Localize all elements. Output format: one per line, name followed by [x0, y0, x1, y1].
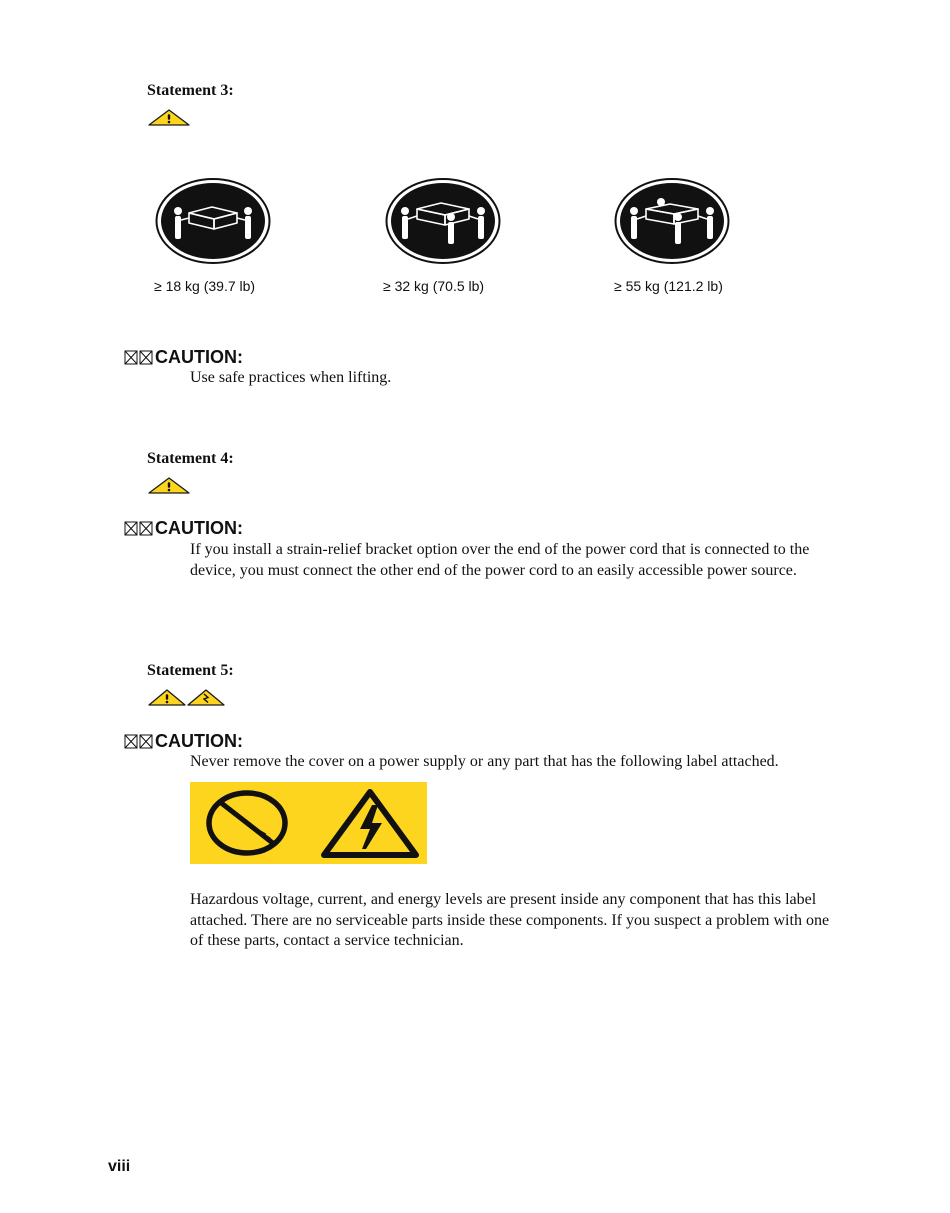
caution-triangle-icon [148, 477, 190, 494]
weight-label-18kg: ≥ 18 kg (39.7 lb) [154, 278, 256, 294]
lift-four-people-icon [614, 178, 730, 264]
lift-three-people-icon [385, 178, 501, 264]
caution-glyphs-icon [124, 520, 154, 536]
caution-label [124, 346, 243, 368]
statement-3-heading: Statement 3: [147, 82, 234, 99]
caution-triangle-icon [148, 689, 186, 706]
caution-glyphs-icon [124, 349, 154, 365]
statement-4-text: If you install a strain-relief bracket option over the end of the power cord that is connected to the device, you must connect the other end of the power cord to an easily accessible power source. [190, 541, 810, 579]
statement-5-text-2: Hazardous voltage, current, and energy levels are present inside any component that has this label attached. There are no serviceable parts inside these components. If you suspect a problem with one of these parts, contact a service technician. [190, 891, 830, 949]
caution-triangle-icon [148, 109, 190, 126]
lift-two-people-icon [155, 178, 271, 264]
electrical-hazard-triangle-icon [187, 689, 225, 706]
statement-3-text: Use safe practices when lifting. [190, 369, 392, 386]
caution-label [124, 517, 243, 539]
caution-label-text: CAUTION: [155, 347, 243, 367]
caution-label [124, 730, 243, 752]
weight-label-32kg: ≥ 32 kg (70.5 lb) [383, 278, 485, 294]
no-tools-icon [206, 790, 288, 856]
statement-4-heading: Statement 4: [147, 450, 234, 467]
weight-label-55kg: ≥ 55 kg (121.2 lb) [614, 278, 723, 294]
hazard-label [190, 782, 427, 864]
statement-5-heading: Statement 5: [147, 662, 234, 679]
caution-label-text: CAUTION: [155, 731, 243, 751]
caution-label-text: CAUTION: [155, 518, 243, 538]
page-number: viii [108, 1158, 131, 1175]
caution-glyphs-icon [124, 733, 154, 749]
high-voltage-warning-icon [320, 787, 420, 859]
statement-5-text-1: Never remove the cover on a power supply or any part that has the following label attached. [190, 753, 779, 770]
